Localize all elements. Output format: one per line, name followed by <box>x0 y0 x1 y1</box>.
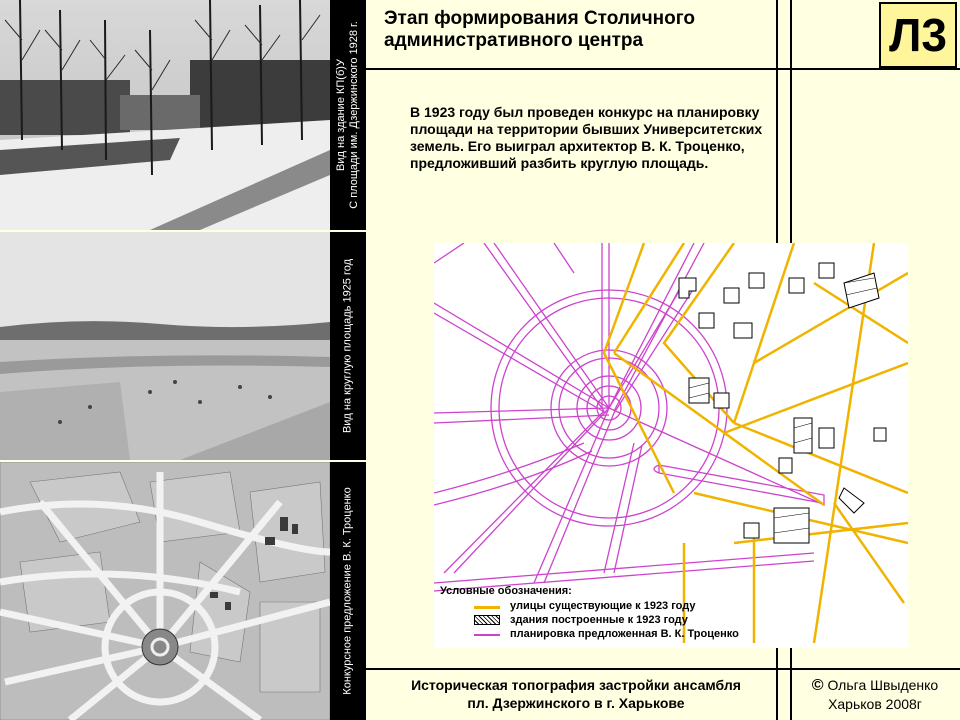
copyright-symbol: © <box>811 677 824 694</box>
legend-buildings-label: здания построенные к 1923 году <box>510 614 688 626</box>
caption-strip-photo-1 <box>330 0 366 230</box>
photo-competition-plan <box>0 462 330 720</box>
caption-photo-2: Вид на круглую площадь 1925 год <box>341 258 354 434</box>
header-divider <box>366 68 960 70</box>
footer-title-line2: пл. Дзержинского в г. Харькове <box>467 695 685 711</box>
place-year: Харьков 2008г <box>828 696 922 712</box>
footer-title-line1: Историческая топография застройки ансамбля <box>411 677 741 693</box>
slide-badge: Л3 <box>879 2 957 68</box>
footer-divider <box>366 668 960 670</box>
legend-buildings-swatch <box>474 615 500 625</box>
caption-photo-1-line2: С площади им. Дзержинского 1928 г. <box>348 21 360 209</box>
footer-author-block <box>790 676 960 713</box>
photo-round-square-1925 <box>0 232 330 460</box>
legend-streets-swatch <box>474 606 500 609</box>
caption-photo-1-line1: Вид на здание КП(б)У <box>335 59 347 171</box>
photo-building-1928 <box>0 0 330 230</box>
caption-photo-3: Конкурсное предложение В. К. Троценко <box>341 487 354 695</box>
legend-proposal-swatch <box>474 634 500 636</box>
page-title: Этап формирования Столичного административного центра <box>384 8 695 51</box>
legend-proposal-label: планировка предложенная В. К. Троценко <box>510 628 739 640</box>
legend-title: Условные обозначения: <box>440 585 572 597</box>
footer-title <box>380 676 772 712</box>
legend-streets-label: улицы существующие к 1923 году <box>510 600 696 612</box>
caption-strip-photo-3 <box>330 462 366 720</box>
caption-strip-photo-2 <box>330 232 366 460</box>
author-name: Ольга Швыденко <box>827 677 939 693</box>
description-text: В 1923 году был проведен конкурс на планировку площади на территории бывших Университетских земель. Его выиграл архитектор В. К. Троценко, предложивший разбить круглую площадь. <box>410 104 763 171</box>
